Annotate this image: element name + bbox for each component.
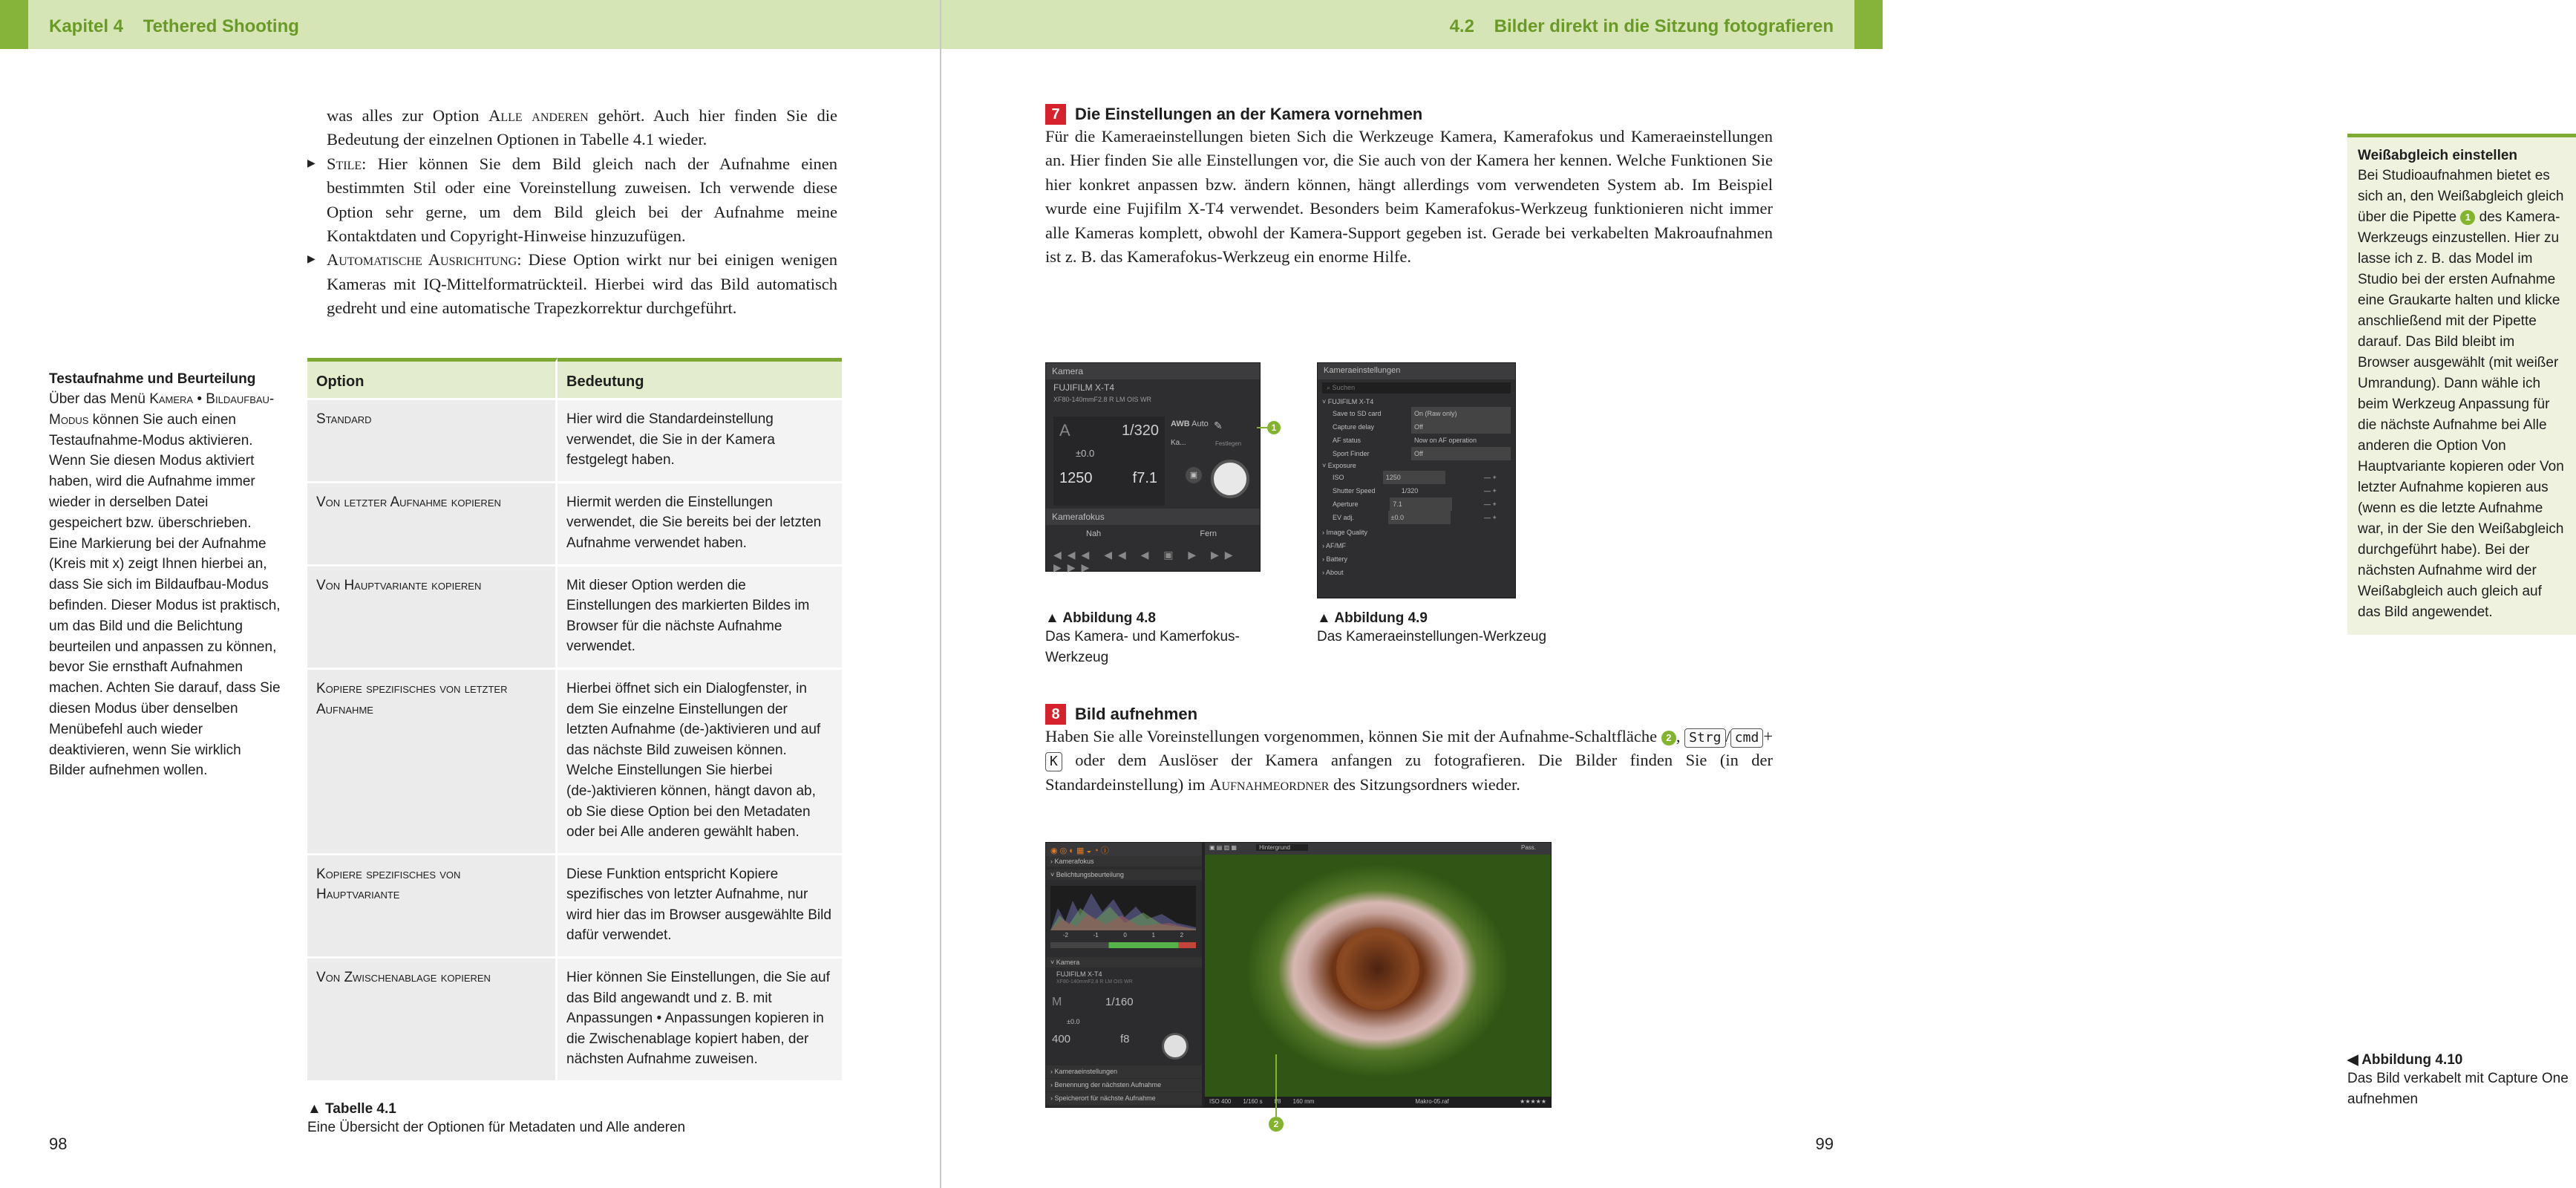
step-title: Die Einstellungen an der Kamera vornehmen (1075, 105, 1423, 123)
left-page-number: 98 (49, 1135, 68, 1153)
table-cell-option: Von Zwischenablage kopieren (307, 956, 558, 1080)
table-row (307, 398, 842, 481)
settings-row-label: Save to SD card (1333, 410, 1382, 417)
table-header-meaning: Bedeutung (558, 358, 842, 398)
table-header-option: Option (307, 358, 558, 398)
bullet-ausrichtung (307, 248, 837, 320)
step8-text-1: Haben Sie alle Voreinstellungen vorgenommen, können Sie mit der Aufnahme-Schaltfläche (1045, 727, 1661, 745)
intro-sc: Alle anderen (488, 106, 589, 125)
viewer-mode-icons[interactable]: ▣ ▤ ▥ ▦ (1209, 844, 1237, 851)
hist-tick: 0 (1123, 932, 1127, 939)
marker-1-label: 1 (1271, 422, 1277, 433)
camera-settings-screenshot (1317, 362, 1516, 598)
options-table-wrap (307, 358, 842, 1138)
settings-model-text: FUJIFILM X-T4 (1327, 398, 1374, 405)
focus-panel-title: Kamerafokus (1046, 509, 1260, 525)
table-cell-meaning: Hier können Sie Einstellungen, die Sie auf das Bild angewandt und z. B. mit Anpassungen • Anpassungen kopieren in die Zwischenablage kopiert haben, der nächsten Aufnahme zuweisen. (558, 956, 842, 1080)
table-cell-meaning: Hier wird die Standardeinstellung verwendet, die Sie in der Kamera festgelegt haben. (558, 398, 842, 481)
stepper-icons[interactable]: — + (1483, 487, 1497, 495)
aperture-value: f7.1 (1132, 470, 1157, 486)
options-table (307, 358, 842, 1080)
exposure-row (1333, 471, 1511, 484)
figure-4-10-caption: ◀ Abbildung 4.10 Das Bild verkabelt mit Capture One aufnehmen (2347, 1051, 2570, 1109)
histogram-ticks (1050, 932, 1196, 939)
marker-2-leader (1265, 1054, 1287, 1135)
hist-tick: 1 (1151, 932, 1155, 939)
camera-lens: XF80-140mmF2.8 R LM OIS WR (1053, 396, 1152, 403)
chapter-label: Kapitel 4 (49, 16, 124, 36)
chapter-tab-right (1854, 0, 1883, 49)
settings-search-text: Suchen (1332, 384, 1356, 391)
exposure-row-select[interactable]: 7.1 (1390, 497, 1452, 511)
left-page (0, 0, 941, 1188)
settings-panel-title: Kameraeinstellungen (1318, 363, 1515, 379)
table-cell-meaning: Mit dieser Option werden die Einstellungen des markierten Bildes im Browser für die nächste Aufnahme verwendet. (558, 564, 842, 668)
panel-next-naming-label: Benennung der nächsten Aufnahme (1054, 1081, 1162, 1089)
step8-sc: Aufnahmeordner (1209, 774, 1330, 794)
table-cell-meaning: Diese Funktion entspricht Kopiere spezifisches von letzter Aufnahme, nur wird hier das im Browser ausgewählte Bild dafür verwendet. (558, 853, 842, 956)
ev-value: ±0.0 (1076, 448, 1095, 459)
sidebar-title: Testaufnahme und Beurteilung (49, 371, 256, 387)
table-cell-option: Standard (307, 398, 558, 481)
step-7-text: Für die Kameraeinstellungen bieten Sich die Werkzeuge Kamera, Kamerafokus und Kameraeinstellungen an. Hier finden Sie alle Einstellungen vor, die Sie auch von der Kamera her kennen. Welche Funktionen Sie hier konkret anpassen bzw. ändern können, hängt allerdings vom verwendeten System ab. Im Beispiel wurde eine Fujifilm X-T4 verwendet. Besonders beim Kamerafokus-Werkzeug funktionieren nicht immer alle Kameras komplett, obwohl der Kamera-Support gegeben ist. Gerade bei verkabelten Makroaufnahmen ist z. B. das Kamerafokus-Werkzeug ein enorme Hilfe. (1045, 127, 1773, 267)
capture-shutter-button[interactable] (1162, 1033, 1189, 1060)
fig49-text: Das Kameraeinstellungen-Werkzeug (1317, 629, 1547, 644)
fig410-title: Abbildung 4.10 (2361, 1052, 2463, 1068)
left-main-column (327, 104, 837, 321)
step8-text-4: des Sitzungsordners wieder. (1329, 774, 1520, 794)
table-caption (307, 1101, 842, 1138)
camera-tool-screenshot (1045, 362, 1261, 572)
key-strg: Strg (1684, 728, 1725, 748)
stepper-icons[interactable]: — + (1484, 514, 1497, 521)
focus-near: Nah (1086, 529, 1102, 538)
chapter-title: Tethered Shooting (143, 16, 299, 36)
status-aperture: f/8 (1274, 1098, 1281, 1105)
settings-group-label: Image Quality (1326, 529, 1368, 536)
key-plus: + (1763, 727, 1774, 745)
option-bullets (307, 152, 837, 321)
settings-group-label: Battery (1326, 555, 1348, 563)
table-caption-title-text: Tabelle 4.1 (325, 1101, 396, 1117)
settings-group[interactable]: › AF/MF (1322, 542, 1347, 549)
chapter-heading (49, 16, 299, 37)
settings-row-select[interactable]: Off (1411, 420, 1511, 434)
table-cell-option: Kopiere spezifisches von letzter Aufnahme (307, 668, 558, 853)
flower-center (1336, 927, 1419, 1010)
status-shutter: 1/160 s (1243, 1098, 1263, 1105)
exposure-row-label: Aperture (1333, 500, 1359, 508)
section-title: Bilder direkt in die Sitzung fotografieren (1494, 16, 1834, 36)
settings-row (1333, 420, 1511, 434)
exposure-row-label: ISO (1333, 474, 1344, 481)
focus-far: Fern (1200, 529, 1217, 538)
exposure-rows (1318, 471, 1515, 524)
hist-tick: -2 (1062, 932, 1068, 939)
sidebar-text-2: können Sie auch einen Testaufnahme-Modus aktivieren. Wenn Sie diesen Modus aktiviert haben, wird die Aufnahme immer wieder in derselben Datei gespeichert bzw. überschrieben. Eine Markierung bei der Aufnahme (Kreis mit x) zeigt Ihnen hierbei an, dass Sie sich im Bildaufbau-Modus befinden. Dieser Modus ist praktisch, um das Bild und die Belichtung beurteilen und anpassen zu können, bevor Sie ernsthaft Aufnahmen machen. Achten Sie darauf, dass Sie diesen Modus über denselben Menübefehl auch wieder deaktivieren, wenn Sie wirklich Bilder aufnehmen wollen. (49, 411, 281, 779)
hist-tick: 2 (1180, 932, 1184, 939)
key-cmd: cmd (1730, 728, 1764, 748)
panel-next-naming[interactable]: › Benennung der nächsten Aufnahme (1046, 1079, 1202, 1091)
background-dropdown[interactable]: Hintergrund (1256, 844, 1308, 851)
capture-ev: ±0.0 (1067, 1018, 1080, 1025)
figure-4-8-caption: ▲ Abbildung 4.8 Das Kamera- und Kamerfokus-Werkzeug (1045, 610, 1268, 668)
wb-label: AWB (1171, 420, 1190, 428)
bottom-panels (1046, 1065, 1202, 1105)
panel-storage-label: Speicherort für nächste Aufnahme (1054, 1094, 1156, 1102)
hist-tick: -1 (1093, 932, 1099, 939)
exposure-row-select[interactable]: ±0.0 (1388, 511, 1451, 524)
table-row (307, 956, 842, 1080)
status-filename: Makro-05.raf (1415, 1098, 1449, 1105)
table-cell-meaning: Hiermit werden die Einstellungen verwendet, die Sie bereits bei der letzten Aufnahme verwendet haben. (558, 481, 842, 564)
panel-settings[interactable]: › Kameraeinstellungen (1046, 1065, 1202, 1078)
exposure-mode: A (1059, 421, 1070, 440)
table-cell-option: Von letzter Aufnahme kopieren (307, 481, 558, 564)
exposure-row (1333, 484, 1511, 497)
macro-flower-photo (1205, 855, 1551, 1097)
settings-group-label: About (1326, 569, 1344, 576)
right-page-number: 99 (1815, 1135, 1834, 1153)
capture-one-screenshot (1045, 842, 1552, 1108)
bullet-stile (307, 152, 837, 249)
panel-focus-label: Kamerafokus (1054, 858, 1094, 865)
panel-storage[interactable]: › Speicherort für nächste Aufnahme (1046, 1092, 1202, 1105)
pipette-icon[interactable]: ✎ (1214, 420, 1223, 431)
iso-value: 1250 (1059, 470, 1093, 486)
settings-group-label: AF/MF (1326, 542, 1347, 549)
figure-4-9-caption: ▲ Abbildung 4.9 Das Kameraeinstellungen-Werkzeug (1317, 610, 1614, 647)
settings-search[interactable]: ⌕ Suchen (1322, 382, 1511, 394)
stepper-icons[interactable]: — + (1484, 500, 1497, 508)
capture-iso: 400 (1052, 1033, 1071, 1045)
capture-model: FUJIFILM X-T4 (1056, 970, 1102, 978)
info-text-1: Bei Studioaufnahmen bietet es sich an, den Weißabgleich gleich über die Pipette (2358, 168, 2564, 225)
shutter-value: 1/320 (1121, 422, 1159, 439)
capture-aperture: f8 (1120, 1033, 1130, 1045)
bullet-term: Stile (327, 154, 362, 173)
exposure-meter (1050, 942, 1196, 948)
rating-stars[interactable]: ★★★★★ (1520, 1098, 1546, 1105)
step-8-text (1045, 725, 1773, 797)
panel-focus[interactable]: › Kamerafokus (1046, 856, 1202, 866)
step8-text-3: oder dem Auslöser der Kamera anfangen zu fotografieren. Die Bilder finden Sie (in der Standardeinstellung) im (1045, 751, 1773, 794)
section-number: 4.2 (1449, 16, 1474, 36)
settings-row (1333, 434, 1511, 447)
step-8-heading (1045, 704, 1773, 725)
fig48-text: Das Kamera- und Kamerfokus-Werkzeug (1045, 629, 1240, 665)
settings-groups (1318, 524, 1515, 581)
intro-text-2: gehört. Auch hier finden Sie die Bedeutung der einzelnen Optionen in Tabelle 4.1 wieder. (327, 106, 837, 149)
ka-label: Ka... (1171, 439, 1186, 447)
table-cell-meaning: Hierbei öffnet sich ein Dialogfenster, in dem Sie einzelne Einstellungen der letzten Aufnahme (de-)aktivieren und auf das nächste Bild zuweisen können. Welche Einstellungen Sie hierbei (de-)aktivieren können, hängt davon ab, ob Sie diese Option bei den Metadaten oder bei Alle anderen gewählt haben. (558, 668, 842, 853)
chapter-tab (0, 0, 28, 49)
right-page (941, 0, 2569, 1188)
info-box-title: Weißabgleich einstellen (2358, 148, 2518, 163)
exposure-row-select[interactable]: 1250 (1383, 471, 1445, 484)
table-row (307, 853, 842, 956)
sidebar-sc: Kamera • Bildaufbau-Modus (49, 391, 275, 428)
step8-text-2: , (1676, 727, 1685, 745)
sidebar-box (49, 371, 281, 781)
sidebar-text-1: Über das Menü (49, 391, 150, 407)
tool-panel (1046, 843, 1202, 1107)
panel-settings-label: Kameraeinstellungen (1054, 1068, 1118, 1075)
exposure-group-label: Exposure (1327, 462, 1356, 469)
table-row (307, 668, 842, 853)
marker-2-icon: 2 (1661, 731, 1676, 745)
live-view-icon[interactable]: ▣ (1186, 467, 1202, 483)
settings-model: ˅ FUJIFILM X-T4 (1322, 398, 1374, 405)
bullet-term: Automatische Ausrichtung (327, 250, 517, 270)
histogram (1050, 886, 1196, 930)
exposure-row-value: 1/320 (1401, 487, 1419, 495)
sidebar-text (49, 389, 281, 781)
camera-model: FUJIFILM X-T4 (1053, 382, 1115, 393)
bullet-text: : Diese Option wirkt nur bei einigen wenigen Kameras mit IQ-Mittelformatrückteil. Hierbei wird das Bild automatisch gedreht und eine automatische Trapezkorrektur durchgeführt. (327, 250, 838, 318)
info-text-2: des Kamera-Werkzeugs einzustellen. Hier zu lasse ich z. B. das Model im Studio bei der ersten Aufnahme eine Graukarte halten und klicke anschließend mit der Pipette darauf. Das Bild bleibt im Browser ausgewählt (mit weißer Umrandung). Dann wähle ich beim Werkzeug Anpassung für die nächste Aufnahme bei Alle anderen die Option Von Hauptvariante kopieren oder Von letzter Aufnahme kopieren aus (wenn es die letzte Aufnahme war, in der Sie den Weißabgleich durchgeführt habe). Bei der nächsten Aufnahme wird der Weißabgleich auch gleich auf das Bild angewendet. (2358, 209, 2564, 620)
exposure-row-label: Shutter Speed (1333, 487, 1376, 495)
fig410-text: Das Bild verkabelt mit Capture One aufnehmen (2347, 1071, 2569, 1107)
info-box-text (2358, 166, 2567, 623)
intro-text-1: was alles zur Option (327, 106, 489, 125)
exposure-group[interactable]: ˅ Exposure (1322, 462, 1356, 469)
settings-row-value: Now on AF operation (1414, 437, 1477, 444)
wb-block (1171, 420, 1209, 447)
panel-camera-label: Kamera (1056, 959, 1080, 966)
table-cell-option: Von Hauptvariante kopieren (307, 564, 558, 668)
viewer-status-bar (1205, 1097, 1551, 1107)
status-iso: ISO 400 (1209, 1098, 1232, 1105)
info-box (2347, 134, 2576, 635)
panel-camera[interactable]: ˅ Kamera (1046, 957, 1202, 967)
marker-1-leader (1257, 420, 1281, 443)
settings-rows (1318, 407, 1515, 460)
table-caption-text: Eine Übersicht der Optionen für Metadaten und Alle anderen (307, 1120, 686, 1136)
table-row (307, 564, 842, 668)
focus-step-buttons[interactable]: ◀◀◀ ◀◀ ◀ ▣ ▶ ▶▶ ▶▶▶ (1053, 549, 1239, 573)
key-k: K (1045, 752, 1062, 771)
festlegen-label: Festlegen (1215, 440, 1242, 447)
viewer-toolbar (1205, 843, 1551, 855)
step-7 (1045, 104, 1773, 269)
status-focal: 160 mm (1292, 1098, 1315, 1105)
panel-exposure-label: Belichtungsbeurteilung (1056, 871, 1124, 878)
step-8 (1045, 704, 1773, 797)
tool-tabs[interactable]: ◉ ◎ ◐ ▦ ◒ ◔ ⓘ (1046, 843, 1202, 856)
camera-panel-title: Kamera (1046, 363, 1260, 379)
settings-row (1333, 447, 1511, 460)
step-number-badge: 8 (1045, 704, 1066, 725)
capture-lens: XF80-140mmF2.8 R LM OIS WR (1056, 979, 1133, 985)
fig49-title: Abbildung 4.9 (1334, 610, 1428, 626)
settings-row-label: AF status (1333, 437, 1361, 444)
table-caption-title: ▲ Tabelle 4.1 (307, 1101, 396, 1117)
wb-mode: Auto (1191, 420, 1209, 428)
fig48-title: Abbildung 4.8 (1062, 610, 1156, 626)
settings-row-label: Sport Finder (1333, 450, 1370, 457)
panel-exposure[interactable]: ˅ Belichtungsbeurteilung (1046, 869, 1202, 880)
stepper-icons[interactable]: — + (1483, 474, 1497, 481)
key-separator: / (1725, 727, 1730, 745)
step-title: Bild aufnehmen (1075, 705, 1198, 723)
camera-readout (1053, 417, 1165, 506)
bullet-text: : Hier können Sie dem Bild gleich nach der Aufnahme einen bestimmten Stil oder eine Voreinstellung zuweisen. Ich verwende diese Option sehr gerne, um dem Bild gleich bei der Aufnahme meine Kontaktdaten und Copyright-Hinweise hinzuzufügen. (327, 154, 837, 246)
step-number-badge: 7 (1045, 104, 1066, 125)
exposure-row (1333, 497, 1511, 511)
pass-label[interactable]: Pass. (1520, 844, 1536, 851)
capture-shutter: 1/160 (1105, 996, 1134, 1008)
table-row (307, 481, 842, 564)
settings-row (1333, 407, 1511, 420)
marker-1-icon: 1 (2460, 210, 2475, 225)
step-7-heading (1045, 104, 1773, 125)
settings-group[interactable]: › About (1322, 569, 1344, 576)
marker-2-label: 2 (1273, 1119, 1279, 1129)
intro-paragraph (327, 104, 837, 152)
settings-row-select[interactable]: Off (1411, 447, 1511, 460)
capture-mode: M (1052, 996, 1062, 1008)
settings-group[interactable]: › Battery (1322, 555, 1348, 563)
capture-button[interactable] (1211, 460, 1249, 498)
settings-row-select[interactable]: On (Raw only) (1411, 407, 1511, 420)
exposure-row (1333, 511, 1511, 524)
exposure-row-label: EV adj. (1333, 514, 1355, 521)
table-cell-option: Kopiere spezifisches von Hauptvariante (307, 853, 558, 956)
settings-group[interactable]: › Image Quality (1322, 529, 1368, 536)
section-heading (1450, 16, 1834, 37)
settings-row-label: Capture delay (1333, 423, 1375, 431)
